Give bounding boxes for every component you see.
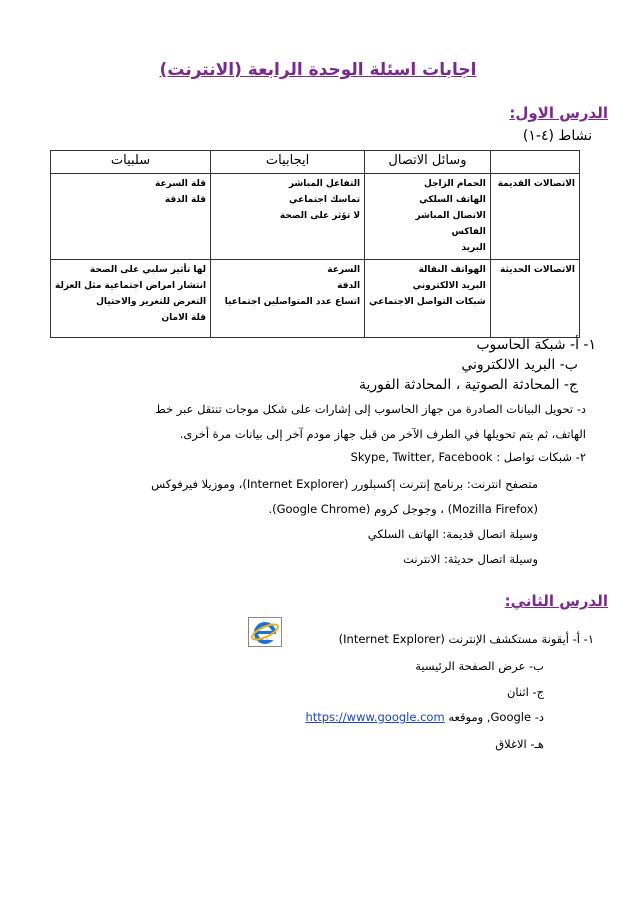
browser-line-2: (Mozilla Firefox) ، وجوجل كروم (Google Chrome).	[268, 502, 538, 516]
google-link[interactable]: https://www.google.com	[305, 710, 445, 724]
page-title: اجابات اسئلة الوحدة الرابعة (الانترنت)	[159, 60, 477, 80]
table-header-blank	[490, 151, 579, 174]
lesson2-answer-b: ب- عرض الصفحة الرئيسية	[415, 659, 544, 673]
table-header-row	[51, 151, 580, 174]
browser-line-1: متصفح انترنت: برنامج إنترنت إكسبلورر (Internet Explorer)، وموزيلا فيرفوكس	[151, 477, 538, 491]
cell-line: لا تؤثر على الصحة	[279, 211, 361, 221]
table-header-cons: سلبيات	[51, 151, 211, 174]
cell-old-pros	[211, 174, 365, 260]
table-header-means: وسائل الاتصال	[365, 151, 491, 174]
new-means-line: وسيلة اتصال حديثة: الانترنت	[403, 552, 538, 566]
internet-explorer-icon	[248, 617, 282, 647]
cell-line: الهاتف السلكي	[419, 195, 486, 205]
answer-1a: ١- أ- شبكة الحاسوب	[476, 337, 596, 353]
cell-line: قلة الدقة	[164, 195, 207, 205]
table-row	[51, 174, 580, 260]
cell-new-means	[365, 260, 491, 338]
answer-1b: ب- البريد الالكتروني	[461, 357, 578, 373]
cell-line: الفاكس	[451, 227, 486, 237]
lesson2-answer-d	[305, 710, 544, 724]
cell-line: شبكات التواصل الاجتماعي	[369, 297, 486, 307]
answer-1d-line1: د- تحويل البيانات الصادرة من جهاز الحاسوب إلى إشارات على شكل موجات تنتقل عبر خط	[155, 402, 586, 416]
table-header-pros: ايجابيات	[211, 151, 365, 174]
cell-line: الاتصال المباشر	[415, 211, 486, 221]
cell-line: لها تأثير سلبي على الصحة	[89, 265, 207, 275]
cell-line: قلة السرعة	[155, 179, 207, 189]
cell-old-means	[365, 174, 491, 260]
cell-line: التفاعل المباشر	[288, 179, 361, 189]
cell-line: تماسك اجتماعي	[289, 195, 361, 205]
table-row	[51, 260, 580, 338]
cell-line: التعرض للتغرير والاحتيال	[96, 297, 207, 307]
cell-old-cons	[51, 174, 211, 260]
cell-new-cons	[51, 260, 211, 338]
row-label-new: الاتصالات الحديثة	[490, 260, 579, 338]
cell-line: قلة الامان	[161, 313, 207, 323]
lesson2-answer-e: هـ- الاغلاق	[495, 737, 544, 751]
lesson-1-heading: الدرس الاول:	[509, 104, 608, 122]
lesson2-answer-c: ج- اثنان	[506, 685, 544, 699]
cell-line: انتشار امراض اجتماعية مثل العزلة	[55, 281, 207, 291]
lesson2-answer-a: ١- أ- أيقونة مستكشف الإنترنت (Internet Explorer)	[338, 632, 594, 646]
answer-2: ٢- شبكات تواصل : Skype, Twitter, Facebook	[350, 450, 586, 464]
answer-1c: ج- المحادثة الصوتية ، المحادثة الفورية	[358, 377, 578, 393]
row-label-old: الاتصالات القديمة	[490, 174, 579, 260]
lesson2-answer-d-text: د- Google, وموقعه	[448, 710, 544, 724]
old-means-line: وسيلة اتصال قديمة: الهاتف السلكي	[367, 527, 538, 541]
cell-line: اتساع عدد المتواصلين اجتماعيا	[224, 297, 361, 307]
cell-line: السرعة	[327, 265, 361, 275]
activity-label: نشاط (٤-١)	[522, 128, 592, 144]
cell-line: الهواتف النقالة	[418, 265, 486, 275]
cell-line: البريد	[461, 243, 486, 253]
answer-1d-line2: الهاتف، ثم يتم تحويلها في الطرف الآخر من قبل جهاز مودم آخر إلى بيانات مرة أخرى.	[179, 427, 586, 441]
cell-line: الحمام الزاجل	[424, 179, 486, 189]
cell-new-pros	[211, 260, 365, 338]
communication-table	[50, 150, 580, 338]
lesson-2-heading: الدرس الثاني:	[504, 592, 608, 610]
cell-line: البريد الالكتروني	[412, 281, 486, 291]
cell-line: الدقة	[337, 281, 361, 291]
